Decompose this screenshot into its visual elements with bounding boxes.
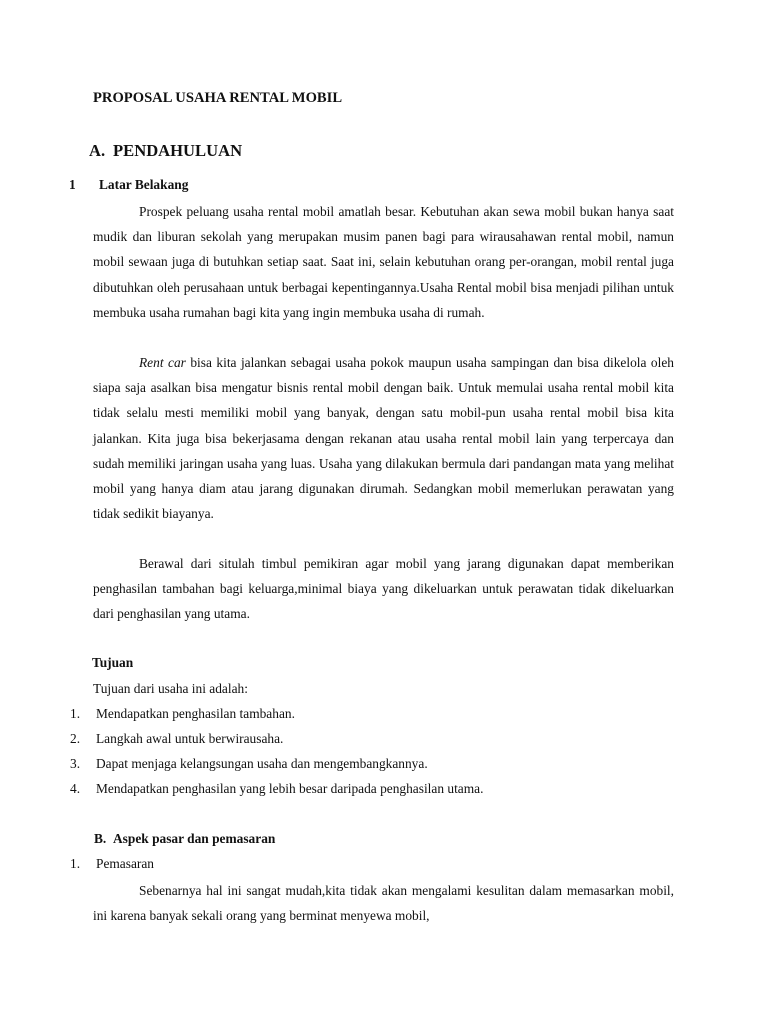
rent-car-term: Rent car xyxy=(139,355,186,370)
paragraph-text: Sebenarnya hal ini sangat mudah,kita tidak akan mengalami kesulitan dalam memasarkan mobil, ini karena banyak sekali orang yang berminat menyewa mobil, xyxy=(93,883,674,924)
section-a-title: PENDAHULUAN xyxy=(113,141,243,160)
tujuan-heading: Tujuan xyxy=(92,655,134,670)
section-b-label: B. xyxy=(94,831,107,846)
section-a-heading xyxy=(89,141,242,161)
section-a-label: A. xyxy=(89,141,106,160)
subsection-number: 1 xyxy=(69,177,76,192)
document-title: PROPOSAL USAHA RENTAL MOBIL xyxy=(93,90,343,106)
list-number: 1. xyxy=(70,856,81,871)
paragraph-latar-belakang-3 xyxy=(93,551,674,627)
paragraph-text: Prospek peluang usaha rental mobil amatlah besar. Kebutuhan akan sewa mobil bukan hanya saat mudik dan liburan sekolah yang merupakan musim panen bagi para wirausahawan rental mobil, namun mobil sewaan juga di butuhkan setiap saat. Saat ini, selain kebutuhan orang per-orangan, mobil rental juga dibutuhkan oleh perusahaan untuk berbagai kepentingannya.Usaha Rental mobil bisa menjadi pilihan untuk membuka usaha rumahan bagi kita yang ingin membuka usaha di rumah. xyxy=(93,204,674,320)
list-number: 4. xyxy=(70,781,81,796)
paragraph-latar-belakang-1 xyxy=(93,199,674,325)
paragraph-latar-belakang-2 xyxy=(93,350,674,526)
subsection-title: Latar Belakang xyxy=(99,177,189,192)
list-number: 3. xyxy=(70,756,81,771)
section-b-title: Aspek pasar dan pemasaran xyxy=(113,831,276,846)
paragraph-body: bisa kita jalankan sebagai usaha pokok maupun usaha sampingan dan bisa dikelola oleh siapa saja asalkan bisa mengatur bisnis rental mobil dengan baik. Untuk memulai usaha rental mobil kita tidak selalu mesti memiliki mobil yang banyak, dengan satu mobil-pun usaha rental mobil bisa kita jalankan. Kita juga bisa bekerjasama dengan rekanan atau usaha rental mobil lain yang terpercaya dan sudah memiliki jaringan usaha yang luas. Usaha yang dilakukan bermula dari pandangan mata yang melihat mobil yang hanya diam atau jarang digunakan dirumah. Sedangkan mobil memerlukan perawatan yang tidak sedikit biayanya. xyxy=(93,355,674,522)
list-text: Mendapatkan penghasilan tambahan. xyxy=(96,706,295,721)
list-number: 2. xyxy=(70,731,81,746)
paragraph-text xyxy=(93,350,674,526)
list-text: Langkah awal untuk berwirausaha. xyxy=(96,731,284,746)
list-text: Dapat menjaga kelangsungan usaha dan mengembangkannya. xyxy=(96,756,428,771)
paragraph-text: Berawal dari situlah timbul pemikiran agar mobil yang jarang digunakan dapat memberikan penghasilan tambahan bagi keluarga,minimal biaya yang dikeluarkan untuk perawatan tidak dikeluarkan dari penghasilan yang utama. xyxy=(93,556,674,622)
list-text: Pemasaran xyxy=(96,856,155,871)
paragraph-pemasaran xyxy=(93,878,674,928)
list-text: Mendapatkan penghasilan yang lebih besar daripada penghasilan utama. xyxy=(96,781,484,796)
list-number: 1. xyxy=(70,706,81,721)
tujuan-intro: Tujuan dari usaha ini adalah: xyxy=(93,681,248,696)
